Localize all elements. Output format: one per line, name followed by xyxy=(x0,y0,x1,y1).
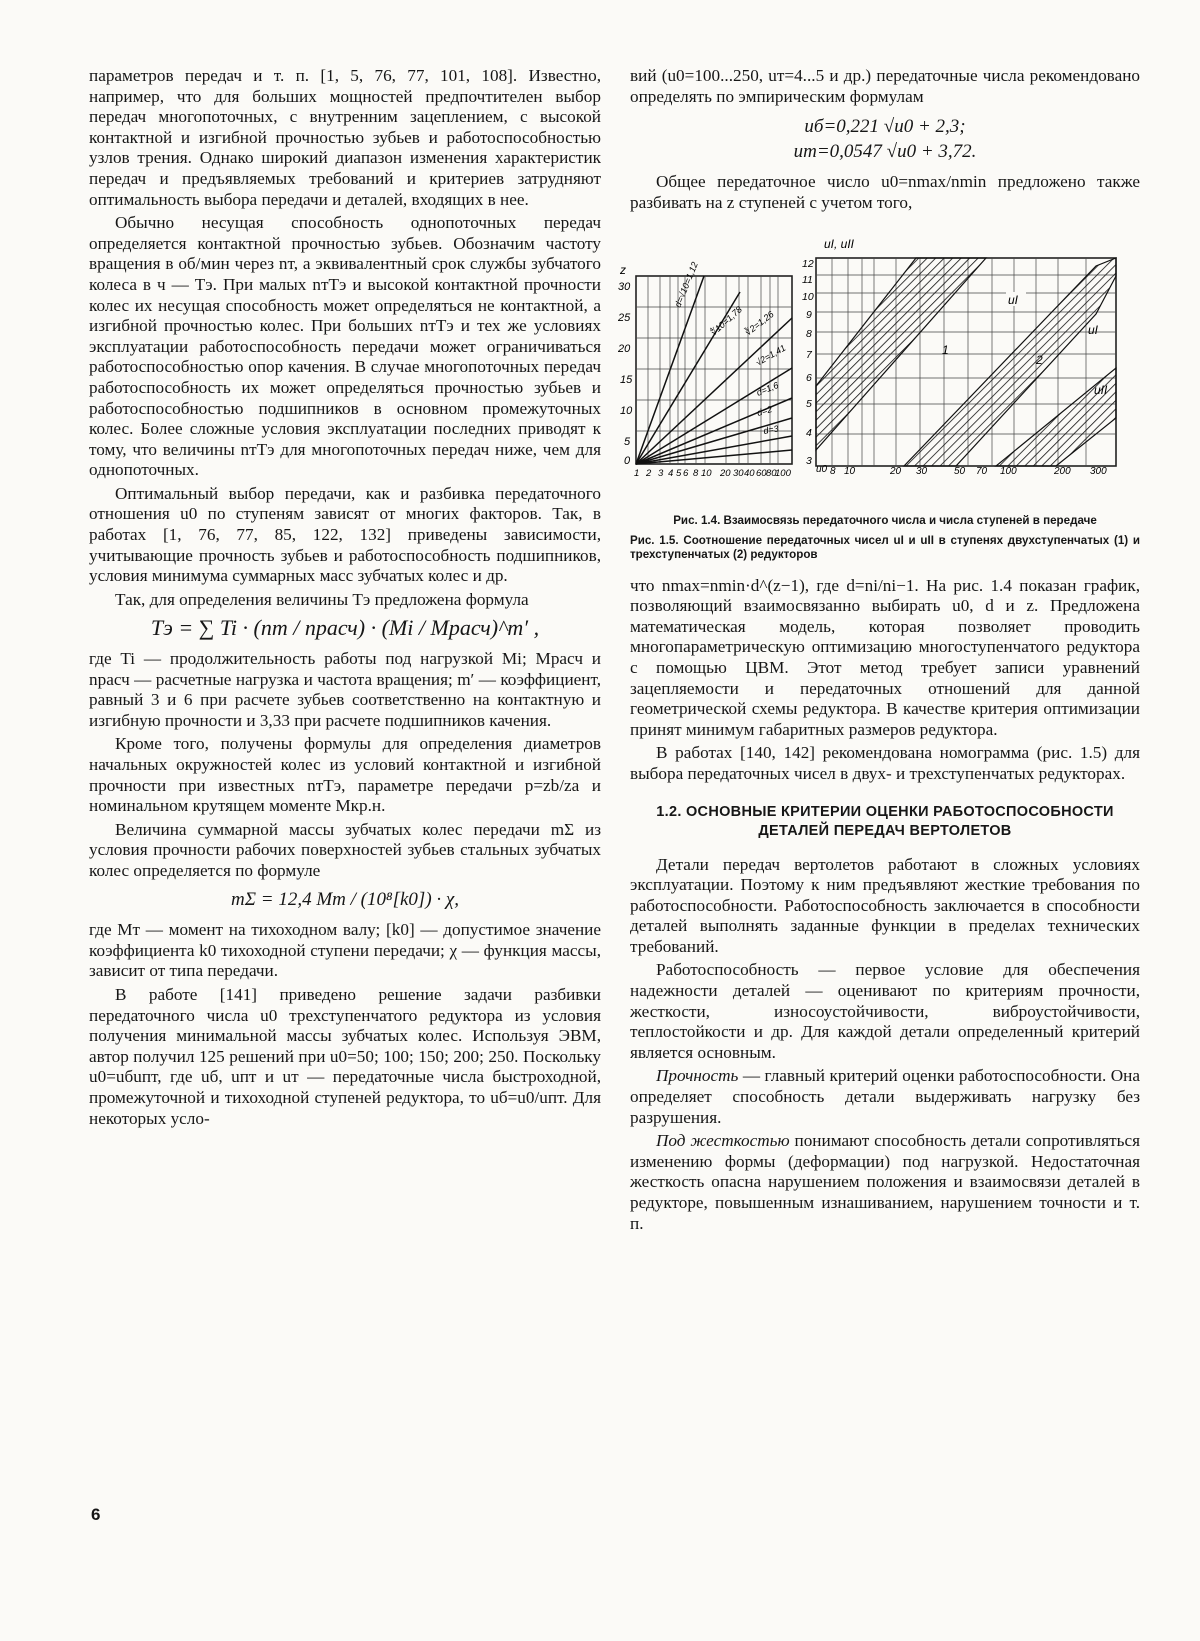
fig14-line-label: d=3 xyxy=(762,423,780,436)
fig15-y-tick: 9 xyxy=(806,308,812,321)
fig15-y-tick: 5 xyxy=(806,397,812,410)
figure-1-5-caption: Рис. 1.5. Соотношение передаточных чисел uI и uII в ступенях двухступенчатых (1) и трехступенчатых (2) редукторов xyxy=(630,533,1140,561)
figures xyxy=(618,228,1140,500)
paragraph: Кроме того, получены формулы для определения диаметров начальных окружностей колес из условий контактной и изгибной прочности при известных nтTэ, параметре передачи p=zb/za и номинальном крутящем моменте Mкр.н. xyxy=(89,734,601,816)
fig14-x-tick: 5 xyxy=(676,467,682,478)
fig14-line-label: √2=1,41 xyxy=(754,342,788,368)
fig14-y-tick: 25 xyxy=(618,311,631,324)
fig15-x-tick: 10 xyxy=(844,465,856,476)
fig15-x-tick: 200 xyxy=(1054,465,1071,476)
fig14-y-tick: 5 xyxy=(624,435,631,448)
fig14-x-tick: 8 xyxy=(693,467,699,478)
fig14-x-tick: 20 xyxy=(720,467,731,478)
fig15-band-label: uI xyxy=(1008,292,1019,307)
fig14-x-tick: 80 xyxy=(766,467,777,478)
paragraph: Так, для определения величины Tэ предложена формула xyxy=(115,589,529,609)
paragraph: что nmax=nmin·d^(z−1), где d=ni/ni−1. На рис. 1.4 показан график, позволяющий взаимосвязанно выбирать u0, d и z. Предложена математическая модель, которая позволяет проводить многопараметрическую оптимизацию многоступенчатого редуктора с помощью ЦВМ. Этот метод требует записи уравнений зацепляемости и передаточных отношений для данной геометрической схемы редуктора. В качестве критерия оптимизации принят минимум габаритных размеров редуктора. xyxy=(630,575,1140,739)
fig15-band-label: 1 xyxy=(942,342,949,357)
fig14-line-label: d=√10=1,12 xyxy=(672,260,700,309)
fig14-x-tick: 3 xyxy=(658,467,664,478)
fig15-x-tick: 50 xyxy=(954,465,966,476)
fig15-band-label: 2 xyxy=(1036,352,1043,367)
fig14-line-label: ∜10=1,78 xyxy=(708,303,744,338)
formula-gear-mass: mΣ = 12,4 Mт / (10⁸[k0]) · χ, xyxy=(231,888,459,910)
paragraph: В работах [140, 142] рекомендована номограмма (рис. 1.5) для выбора передаточных чисел в двух- и трехступенчатых редукторах. xyxy=(630,743,1140,783)
fig14-x-tick: 4 xyxy=(668,467,674,478)
paragraph: где Mт — момент на тихоходном валу; [k0] — допустимое значение коэффициента k0 тихоходной ступени передачи; χ — функция массы, зависит от типа передачи. xyxy=(89,920,601,981)
formula-ub: uб=0,221 √u0 + 2,3; xyxy=(804,116,966,138)
fig14-x-tick: 40 xyxy=(744,467,755,478)
paragraph: Работоспособность — первое условие для обеспечения надежности деталей — оценивают по критериям прочности, жесткости, износоустойчивости, виброустойчивости, теплостойкости и др. Для каждой детали определенный критерий является основным. xyxy=(630,960,1140,1062)
fig14-y-tick: 20 xyxy=(618,342,631,355)
definition-text: — главный критерий оценки работоспособности. Она определяет способность детали выдерживать нагрузку без разрушения. xyxy=(630,1066,1140,1127)
fig15-x-tick: 20 xyxy=(890,465,902,476)
paragraph: параметров передач и т. п. [1, 5, 76, 77, 101, 108]. Известно, например, что для больших мощностей предпочтителен выбор передач многопоточных, с внутренним зацеплением, с высокой контактной и изгибной прочностью зубьев и работоспособностью узлов трения. Однако широкий диапазон изменения характеристик передач и предъявляемых требований и критериев затрудняют оптимальность выбора передачи и деталей, входящих в нее. xyxy=(89,66,601,209)
figure-1-4-caption: Рис. 1.4. Взаимосвязь передаточного числа и числа ступеней в передаче xyxy=(673,513,1097,527)
term-strength: Прочность xyxy=(656,1066,739,1086)
formula-ut: uт=0,0547 √u0 + 3,72. xyxy=(793,140,977,162)
definition-text: понимают способность детали сопротивляться изменению формы (деформации) под нагрузкой. Недостаточная жесткость опасна нарушением положения и взаимосвязи деталей в редукторе, повышенным изнашиванием, нарушением точности и т. п. xyxy=(630,1131,1140,1233)
paragraph: Величина суммарной массы зубчатых колес передачи mΣ из условия прочности рабочих поверхностей зубьев стальных зубчатых колес определяется по формуле xyxy=(89,819,601,880)
formula-equivalent-time: Tэ = ∑ Ti · (nт / nрасч) · (Mi / Mрасч)^m′ , xyxy=(150,615,540,641)
paragraph: Общее передаточное число u0=nmax/nmin предложено также разбивать на z ступеней с учетом того, xyxy=(630,172,1140,212)
fig15-band-label: uII xyxy=(1094,382,1108,397)
fig15-band-label: uI xyxy=(1088,322,1099,337)
paragraph: Обычно несущая способность однопоточных передач определяется контактной прочностью зубьев. Обозначим частоту вращения в об/мин через nт, а эквивалентный срок службы зубчатого колеса в ч — Tэ. При малых nтTэ и высокой контактной прочности колес их несущая способность может определяться не контактной, а изгибной прочностью колес. При больших nтTэ и тех же условиях эксплуатации работоспособность передачи может ограничиваться работоспособностью опор качения. В случае многопоточных передач работоспособность их может определяться прочностью зубьев и работоспособностью подшипников в основном промежуточных колес. Более сложные условия эксплуатации последних приводят к тому, что величины nтTэ для многопоточных передач ниже, чем для однопоточных. xyxy=(89,213,601,480)
fig14-x-tick: 60 xyxy=(756,467,767,478)
fig15-y-tick: 8 xyxy=(806,327,812,340)
figure-1-4-chart xyxy=(618,258,794,478)
fig15-y-axis-label: uI, uII xyxy=(824,236,855,251)
section-heading: 1.2. ОСНОВНЫЕ КРИТЕРИИ ОЦЕНКИ РАБОТОСПОСОБНОСТИ ДЕТАЛЕЙ ПЕРЕДАЧ ВЕРТОЛЕТОВ xyxy=(656,803,1114,839)
fig14-y-tick: 15 xyxy=(620,373,633,386)
paragraph: вий (u0=100...250, uт=4...5 и др.) передаточные числа рекомендовано определять по эмпирическим формулам xyxy=(630,66,1140,106)
page-number: 6 xyxy=(91,1505,101,1524)
paragraph: Оптимальный выбор передачи, как и разбивка передаточного отношения u0 по ступеням зависят от многих факторов. Так, в работах [1, 76, 77, 85, 122, 132] приведены зависимости, учитывающие прочность зубьев и работоспособность подшипников, условия минимума суммарных масс зубчатых колес и др. xyxy=(89,483,601,586)
fig15-y-tick: 6 xyxy=(806,371,812,384)
figure-1-5-chart xyxy=(796,236,1126,476)
right-column xyxy=(618,66,1140,1237)
fig15-y-tick: 7 xyxy=(806,348,812,361)
fig15-x-axis-label: u0 xyxy=(816,463,828,475)
term-stiffness: Под жесткостью xyxy=(656,1131,790,1151)
fig15-x-tick: 8 xyxy=(830,465,836,476)
fig14-x-tick: 30 xyxy=(733,467,744,478)
fig14-line-label: d=2 xyxy=(755,403,774,418)
paragraph: В работе [141] приведено решение задачи разбивки передаточного числа u0 трехступенчатого редуктора из условия получения минимальной массы зубчатых колес. Используя ЭВМ, автор получил 125 решений при u0=50; 100; 150; 200; 250. Поскольку u0=uбuпт, где uб, uпт и uт — передаточные числа быстроходной, промежуточной и тихоходной ступеней редуктора, то uб=u0/uпт. Для некоторых усло- xyxy=(89,984,601,1128)
fig14-y-ticks xyxy=(618,281,633,467)
fig14-x-tick: 2 xyxy=(646,467,652,478)
fig15-x-tick: 100 xyxy=(1000,465,1017,476)
fig14-line-label: ∛2=1,26 xyxy=(743,308,776,338)
fig14-x-tick: 1 xyxy=(634,467,640,478)
fig14-y-tick: 30 xyxy=(618,280,631,293)
paragraph: Детали передач вертолетов работают в сложных условиях эксплуатации. Поэтому к ним предъявляют жесткие требования по работоспособности. Работоспособность заключается в способности деталей выполнять заданные функции в пределах технических требований. xyxy=(630,854,1140,956)
fig15-x-tick: 30 xyxy=(916,465,928,476)
fig15-x-tick: 300 xyxy=(1090,465,1107,476)
fig14-y-tick: 10 xyxy=(620,404,633,417)
paragraph xyxy=(630,1131,1140,1234)
fig14-y-axis-label: z xyxy=(620,262,626,277)
fig14-x-tick: 10 xyxy=(701,467,712,478)
fig15-y-tick: 4 xyxy=(806,426,812,439)
fig14-x-tick: 100 xyxy=(775,467,791,478)
fig14-line-label: d=1,6 xyxy=(755,379,780,398)
fig15-y-tick: 12 xyxy=(802,257,814,270)
left-column xyxy=(89,66,601,1132)
fig15-y-tick: 10 xyxy=(802,290,814,303)
fig14-x-tick: 6 xyxy=(683,467,689,478)
fig14-y-tick: 0 xyxy=(624,454,631,467)
fig15-y-tick: 11 xyxy=(802,273,813,286)
fig15-x-tick: 70 xyxy=(976,465,988,476)
fig15-y-tick: 3 xyxy=(806,454,812,467)
paragraph: где Ti — продолжительность работы под нагрузкой Mi; Mрасч и nрасч — расчетные нагрузка и частота вращения; m′ — коэффициент, равный 3 и 6 при расчете зубьев соответственно на контактную и изгибную прочности и 3,33 при расчете подшипников качения. xyxy=(89,649,601,730)
paragraph xyxy=(630,1066,1140,1128)
